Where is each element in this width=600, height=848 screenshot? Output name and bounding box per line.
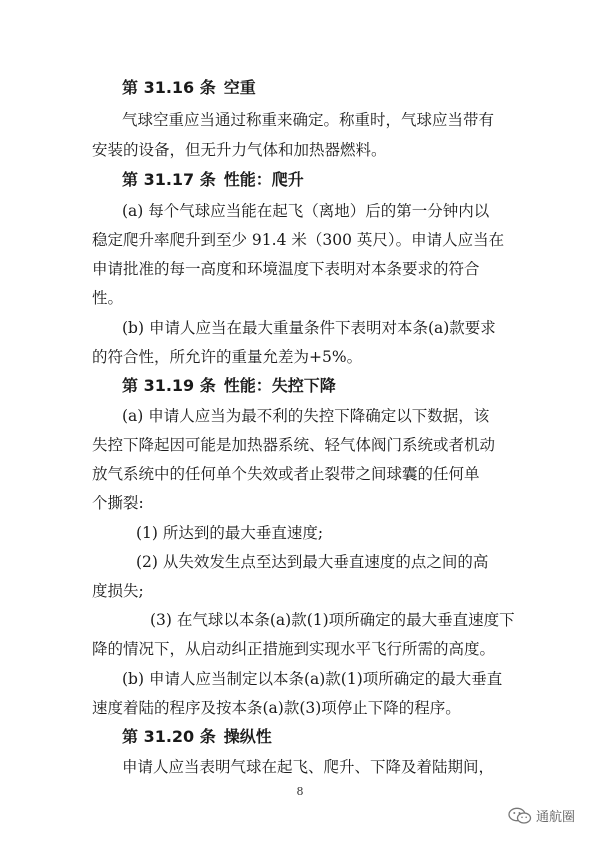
section-title: 空重 <box>223 78 256 97</box>
text-line: 度损失; <box>92 582 144 600</box>
text-line: 的符合性，所允许的重量允差为+5%。 <box>92 348 363 366</box>
section-number: 第 31.17 条 <box>122 170 216 189</box>
section-heading-31-16 <box>122 78 256 98</box>
section-title: 操纵性 <box>223 727 272 746</box>
text-line: (a) 申请人应当为最不利的失控下降确定以下数据，该 <box>122 407 490 425</box>
section-number: 第 31.20 条 <box>122 727 216 746</box>
section-title: 性能：爬升 <box>223 170 304 189</box>
page-number: 8 <box>296 785 304 798</box>
watermark <box>508 806 575 825</box>
text-line: 速度着陆的程序及按本条(a)款(3)项停止下降的程序。 <box>92 699 461 717</box>
text-line: (3) 在气球以本条(a)款(1)项所确定的最大垂直速度下 <box>150 611 515 629</box>
section-heading-31-17 <box>122 170 304 190</box>
text-line: (1) 所达到的最大垂直速度; <box>136 524 324 542</box>
section-heading-31-20 <box>122 727 272 747</box>
section-number: 第 31.19 条 <box>122 376 216 395</box>
text-line: 稳定爬升率爬升到至少 91.4 米（300 英尺）。申请人应当在 <box>92 231 505 249</box>
text-line: 安装的设备，但无升力气体和加热器燃料。 <box>92 141 387 159</box>
text-line: (2) 从失效发生点至达到最大垂直速度的点之间的高 <box>136 553 489 571</box>
text-line: (b) 申请人应当在最大重量条件下表明对本条(a)款要求 <box>122 319 496 337</box>
watermark-text: 通航圈 <box>536 810 576 825</box>
text-line: (b) 申请人应当制定以本条(a)款(1)项所确定的最大垂直 <box>122 670 503 688</box>
text-line: 申请批准的每一高度和环境温度下表明对本条要求的符合 <box>92 260 480 278</box>
section-number: 第 31.16 条 <box>122 78 216 97</box>
text-line: 申请人应当表明气球在起飞、爬升、下降及着陆期间， <box>122 758 495 776</box>
text-line: 个撕裂: <box>92 494 144 512</box>
wechat-icon <box>508 807 532 825</box>
text-line: (a) 每个气球应当能在起飞（离地）后的第一分钟内以 <box>122 202 490 220</box>
section-title: 性能：失控下降 <box>223 376 336 395</box>
text-line: 性。 <box>92 289 124 307</box>
text-line: 降的情况下，从启动纠正措施到实现水平飞行所需的高度。 <box>92 640 496 658</box>
text-line: 失控下降起因可能是加热器系统、轻气体阀门系统或者机动 <box>92 436 496 454</box>
text-line: 放气系统中的任何单个失效或者止裂带之间球囊的任何单 <box>92 465 480 483</box>
text-line: 气球空重应当通过称重来确定。称重时，气球应当带有 <box>122 111 495 129</box>
section-heading-31-19 <box>122 376 336 396</box>
